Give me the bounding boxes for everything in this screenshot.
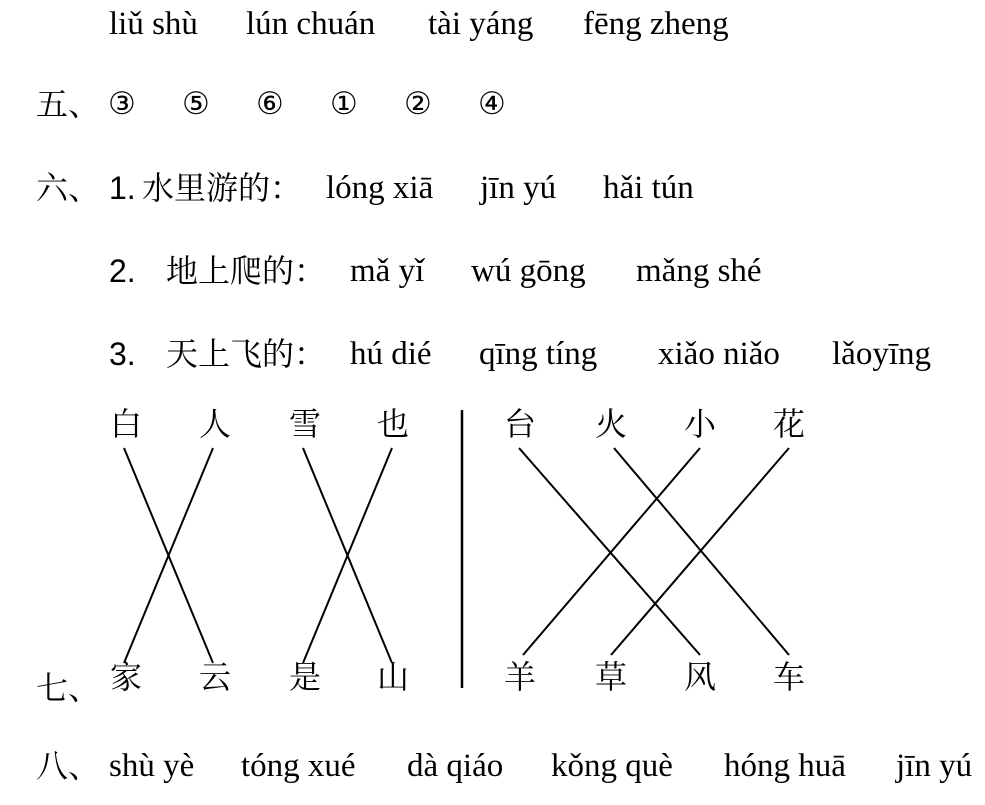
pinyin-word: shù yè xyxy=(109,748,195,784)
pinyin-word: mǎng shé xyxy=(636,253,762,289)
match-char-top: 人 xyxy=(198,405,231,443)
pinyin-word: xiǎo niǎo xyxy=(658,336,780,372)
item-number: 3. xyxy=(109,336,136,372)
pinyin-word: hóng huā xyxy=(724,748,846,784)
item-number: 2. xyxy=(109,253,136,289)
category-prefix: 水里游的： xyxy=(142,169,303,207)
match-char-top: 花 xyxy=(772,405,805,443)
pinyin-word: tài yáng xyxy=(428,6,534,42)
answer-number: ② xyxy=(404,86,432,122)
pinyin-word: liǔ shù xyxy=(109,6,198,42)
pinyin-word: tóng xué xyxy=(241,748,356,784)
match-char-top: 小 xyxy=(683,405,716,443)
answer-number: ③ xyxy=(108,86,136,122)
section-label-5: 五、 xyxy=(36,85,101,123)
match-char-bottom: 家 xyxy=(109,658,142,696)
match-char-bottom: 羊 xyxy=(503,658,536,696)
match-char-bottom: 风 xyxy=(683,658,716,696)
answer-number: ⑥ xyxy=(256,86,284,122)
match-char-top: 雪 xyxy=(288,405,321,443)
answer-number: ⑤ xyxy=(182,86,210,122)
pinyin-word: lóng xiā xyxy=(326,170,434,206)
section-label-7: 七、 xyxy=(36,669,101,707)
pinyin-word: lǎoyīng xyxy=(832,336,931,372)
match-char-bottom: 山 xyxy=(376,658,409,696)
pinyin-word: qīng tíng xyxy=(479,336,598,372)
match-char-top: 也 xyxy=(376,405,409,443)
pinyin-word: jīn yú xyxy=(480,170,557,206)
answer-number: ④ xyxy=(478,86,506,122)
match-char-top: 白 xyxy=(109,405,142,443)
match-char-bottom: 云 xyxy=(198,658,231,696)
match-char-top: 火 xyxy=(594,405,627,443)
pinyin-word: kǒng què xyxy=(551,748,673,784)
section-label-6: 六、 xyxy=(36,169,101,207)
pinyin-word: lún chuán xyxy=(246,6,376,42)
answer-number: ① xyxy=(330,86,358,122)
match-char-top: 台 xyxy=(503,405,536,443)
section-label-8: 八、 xyxy=(36,747,101,785)
pinyin-word: dà qiáo xyxy=(407,748,504,784)
match-char-bottom: 车 xyxy=(772,658,805,696)
pinyin-word: fēng zheng xyxy=(583,6,729,42)
pinyin-word: hǎi tún xyxy=(603,170,694,206)
pinyin-word: mǎ yǐ xyxy=(350,253,425,289)
match-char-bottom: 是 xyxy=(288,658,321,696)
match-char-bottom: 草 xyxy=(594,658,627,696)
pinyin-word: wú gōng xyxy=(471,253,586,289)
category-prefix: 天上飞的： xyxy=(166,335,327,373)
item-number: 1. xyxy=(109,170,136,206)
pinyin-word: jīn yú xyxy=(896,748,973,784)
pinyin-word: hú dié xyxy=(350,336,432,372)
category-prefix: 地上爬的： xyxy=(166,252,327,290)
